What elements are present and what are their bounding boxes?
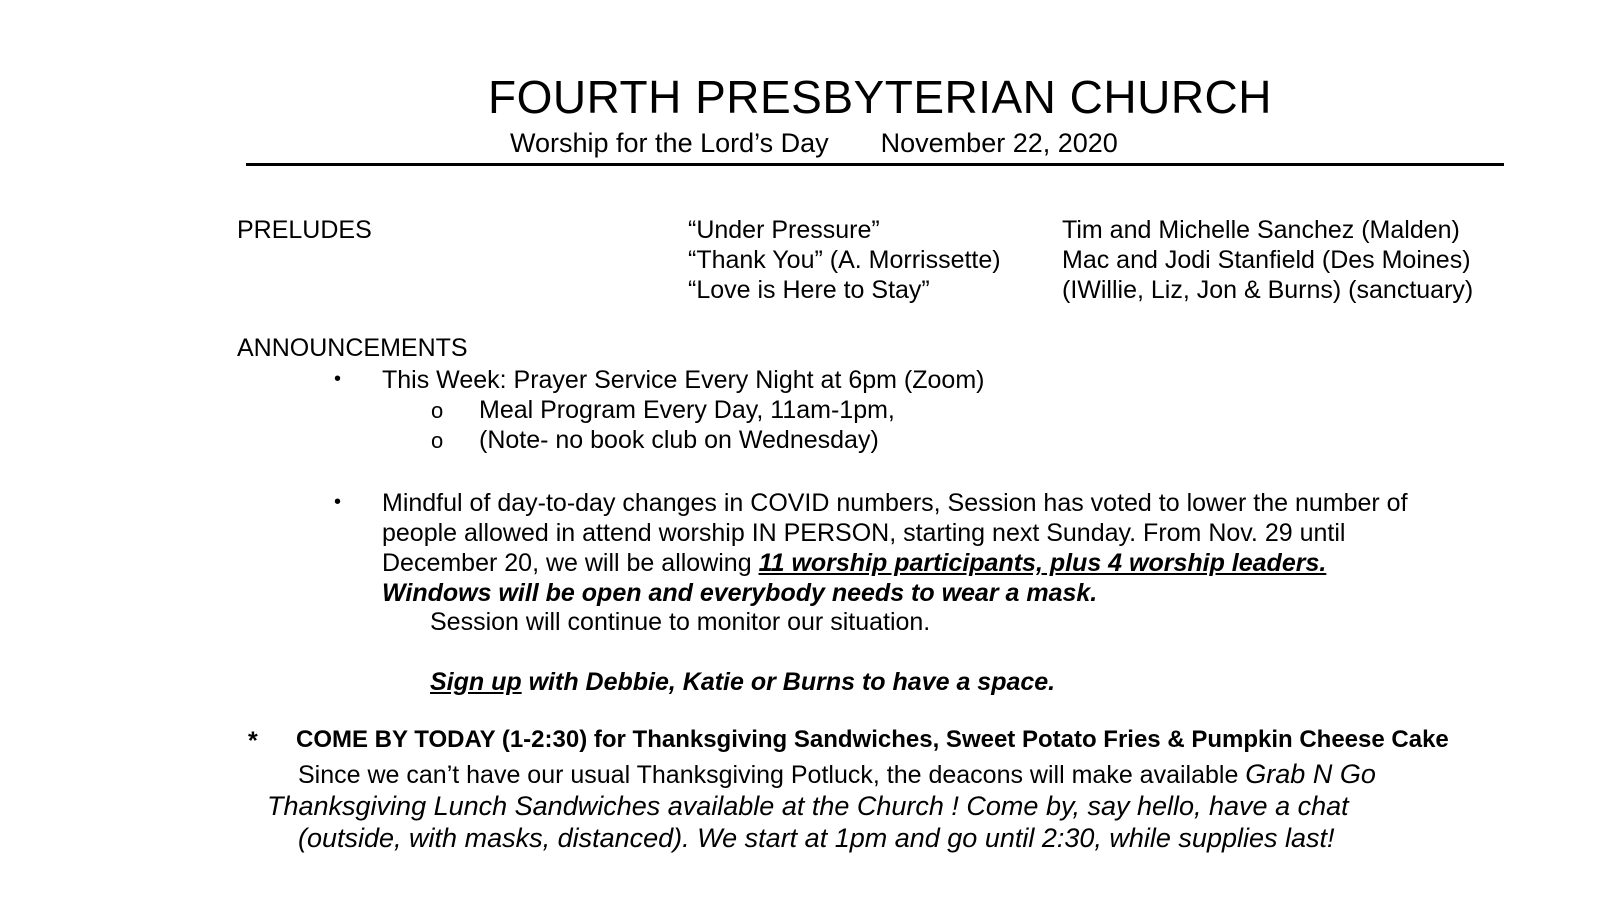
star-icon: * bbox=[248, 727, 258, 755]
meal-program-item: Meal Program Every Day, 11am-1pm, bbox=[479, 396, 895, 424]
mask-requirement: Windows will be open and everybody needs to wear a mask. bbox=[382, 579, 1098, 607]
signup-link[interactable]: Sign up bbox=[430, 668, 522, 696]
participant-limit: 11 worship participants, plus 4 worship leaders. bbox=[758, 549, 1327, 577]
prelude-performer: Mac and Jodi Stanfield (Des Moines) bbox=[1062, 246, 1471, 274]
circle-bullet-icon: o bbox=[431, 428, 444, 453]
signup-line bbox=[430, 668, 1055, 697]
service-subtitle bbox=[510, 128, 1118, 159]
prelude-song: “Under Pressure” bbox=[688, 216, 880, 244]
book-club-note: (Note- no book club on Wednesday) bbox=[479, 426, 879, 454]
bullet-icon: • bbox=[334, 491, 342, 513]
prelude-performer: Tim and Michelle Sanchez (Malden) bbox=[1062, 216, 1460, 244]
page-title: FOURTH PRESBYTERIAN CHURCH bbox=[488, 71, 1272, 123]
monitor-note: Session will continue to monitor our situation. bbox=[430, 608, 931, 636]
circle-bullet-icon: o bbox=[431, 398, 444, 423]
bullet-icon: • bbox=[334, 368, 342, 390]
covid-text-line: people allowed in attend worship IN PERSON, starting next Sunday. From Nov. 29 until bbox=[382, 519, 1346, 547]
announcements-label: ANNOUNCEMENTS bbox=[237, 334, 468, 362]
signup-text: with Debbie, Katie or Burns to have a space. bbox=[521, 668, 1056, 696]
subtitle-text: Worship for the Lord’s Day bbox=[510, 128, 829, 158]
thanksgiving-text-line bbox=[298, 759, 1376, 790]
covid-text: December 20, we will be allowing bbox=[382, 549, 759, 577]
covid-text-line: Mindful of day-to-day changes in COVID numbers, Session has voted to lower the number of bbox=[382, 489, 1408, 517]
header-divider bbox=[246, 163, 1504, 166]
service-date: November 22, 2020 bbox=[880, 128, 1118, 158]
prelude-song: “Thank You” (A. Morrissette) bbox=[688, 246, 1001, 274]
this-week-item: This Week: Prayer Service Every Night at 6pm (Zoom) bbox=[382, 366, 985, 394]
prelude-song: “Love is Here to Stay” bbox=[688, 276, 930, 304]
thanksgiving-heading: COME BY TODAY (1-2:30) for Thanksgiving Sandwiches, Sweet Potato Fries & Pumpkin Cheese Cake bbox=[296, 726, 1449, 753]
preludes-label: PRELUDES bbox=[237, 216, 372, 244]
prelude-performer: (IWillie, Liz, Jon & Burns) (sanctuary) bbox=[1062, 276, 1474, 304]
grab-n-go: Grab N Go bbox=[1245, 759, 1376, 789]
covid-text-line bbox=[382, 549, 1326, 578]
thanksgiving-text-line: (outside, with masks, distanced). We start at 1pm and go until 2:30, while supplies last! bbox=[298, 823, 1335, 853]
thanksgiving-text-line: Thanksgiving Lunch Sandwiches available at the Church ! Come by, say hello, have a chat bbox=[267, 791, 1349, 821]
thanksgiving-text: Since we can’t have our usual Thanksgiving Potluck, the deacons will make available bbox=[298, 761, 1246, 789]
